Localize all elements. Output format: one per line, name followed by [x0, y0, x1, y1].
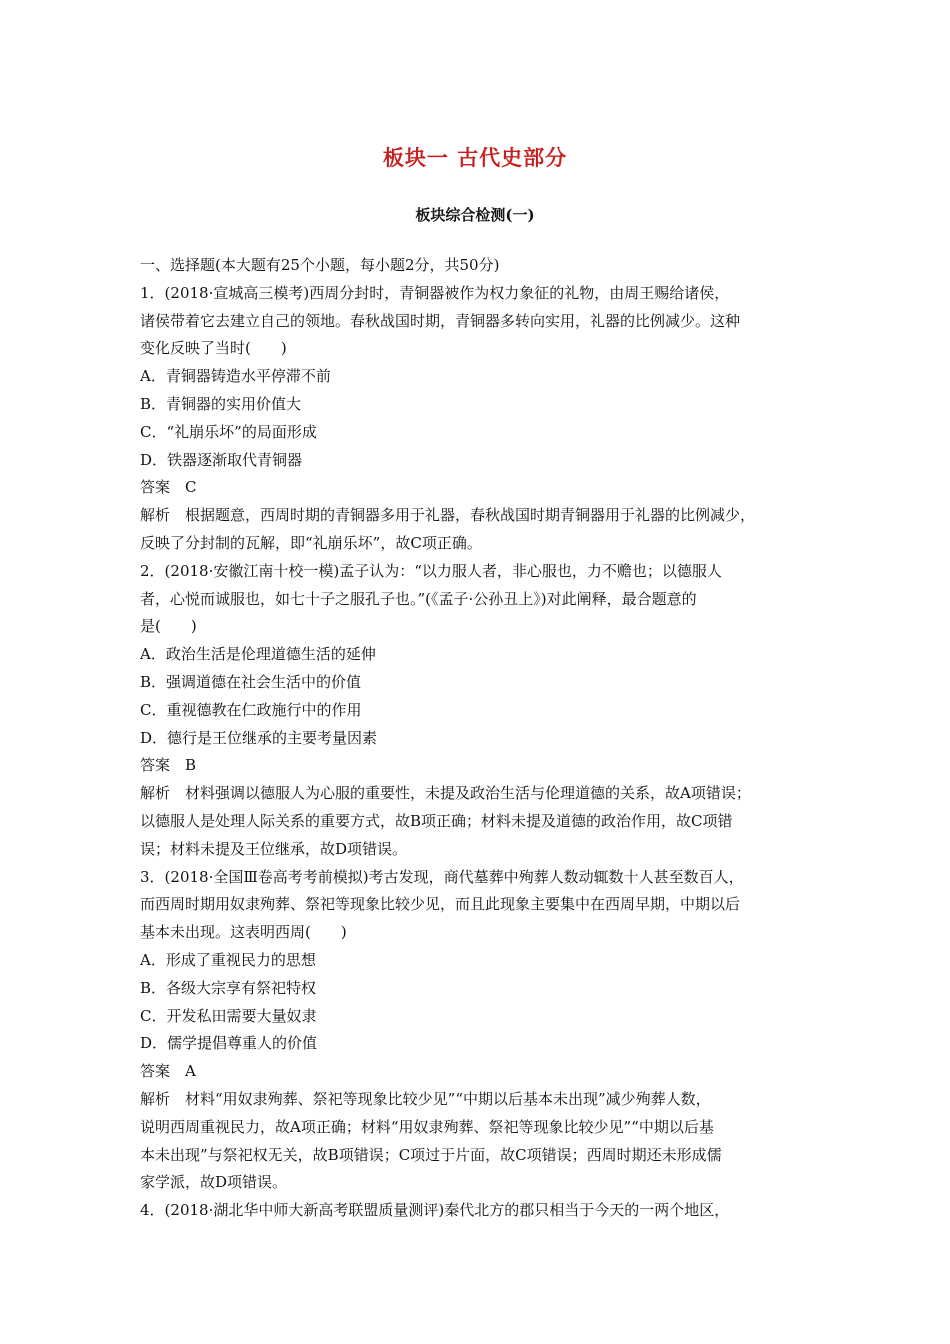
answer-line: 答案 C [140, 478, 197, 497]
page-subtitle: 板块综合检测(一) [415, 206, 535, 224]
question-3 [140, 864, 830, 1198]
question-stem-line: 基本未出现。这表明西周( ) [140, 923, 347, 942]
option-c: C．“礼崩乐坏”的局面形成 [140, 422, 317, 441]
analysis-line: 说明西周重视民力，故A项正确；材料“用奴隶殉葬、祭祀等现象比较少见”“中期以后基 [140, 1117, 714, 1136]
question-stem-line: 而西周时期用奴隶殉葬、祭祀等现象比较少见，而且此现象主要集中在西周早期，中期以后 [140, 895, 741, 914]
analysis-line: 以德服人是处理人际关系的重要方式，故B项正确；材料未提及道德的政治作用，故C项错 [140, 811, 733, 830]
question-stem-line: 是( ) [140, 617, 197, 636]
analysis-line: 本未出现”与祭祀权无关，故B项错误；C项过于片面，故C项错误；西周时期还未形成儒 [140, 1145, 722, 1164]
option-b: B．各级大宗享有祭祀特权 [140, 978, 317, 997]
question-stem-line: 4．(2018·湖北华中师大新高考联盟质量测评)秦代北方的郡只相当于今天的一两个地区， [140, 1201, 730, 1220]
question-stem-line: 者，心悦而诚服也，如七十子之服孔子也。”(《孟子·公孙丑上》)对此阐释，最合题意的 [140, 589, 697, 608]
option-a: A．形成了重视民力的思想 [140, 950, 316, 969]
option-a: A．政治生活是伦理道德生活的延伸 [140, 645, 376, 664]
page-title: 板块一 古代史部分 [382, 145, 568, 170]
question-stem-line: 3．(2018·全国Ⅲ卷高考考前模拟)考古发现，商代墓葬中殉葬人数动辄数十人甚至数百人， [140, 867, 744, 886]
option-d: D．德行是王位继承的主要考量因素 [140, 728, 378, 747]
question-stem-line: 1．(2018·宣城高三模考)西周分封时，青铜器被作为权力象征的礼物，由周王赐给诸侯， [140, 283, 730, 302]
analysis-line: 解析 材料“用奴隶殉葬、祭祀等现象比较少见”“中期以后基本未出现”减少殉葬人数， [140, 1089, 711, 1108]
section-header: 一、选择题(本大题有25个小题，每小题2分，共50分) [140, 256, 500, 274]
question-stem-line: 变化反映了当时( ) [140, 339, 287, 358]
question-stem-line: 2．(2018·安徽江南十校一模)孟子认为：“以力服人者，非心服也，力不赡也；以德服人 [140, 561, 722, 580]
analysis-line: 解析 根据题意，西周时期的青铜器多用于礼器，春秋战国时期青铜器用于礼器的比例减少， [140, 506, 756, 525]
question-2 [140, 558, 830, 864]
question-4 [140, 1197, 830, 1225]
option-a: A．青铜器铸造水平停滞不前 [140, 367, 331, 386]
option-b: B．强调道德在社会生活中的价值 [140, 672, 362, 691]
question-1 [140, 280, 830, 558]
option-d: D．儒学提倡尊重人的价值 [140, 1034, 318, 1053]
analysis-line: 解析 材料强调以德服人为心服的重要性，未提及政治生活与伦理道德的关系，故A项错误； [140, 784, 751, 803]
question-stem-line: 诸侯带着它去建立自己的领地。春秋战国时期，青铜器多转向实用，礼器的比例减少。这种 [140, 311, 741, 330]
analysis-line: 误；材料未提及王位继承，故D项错误。 [140, 839, 408, 858]
option-b: B．青铜器的实用价值大 [140, 394, 302, 413]
analysis-line: 家学派，故D项错误。 [140, 1173, 288, 1192]
answer-line: 答案 B [140, 756, 197, 775]
option-d: D．铁器逐渐取代青铜器 [140, 450, 303, 469]
answer-line: 答案 A [140, 1062, 196, 1081]
option-c: C．重视德教在仁政施行中的作用 [140, 700, 362, 719]
analysis-line: 反映了分封制的瓦解，即“礼崩乐坏”，故C项正确。 [140, 533, 482, 552]
document-body [140, 252, 830, 1225]
option-c: C．开发私田需要大量奴隶 [140, 1006, 317, 1025]
